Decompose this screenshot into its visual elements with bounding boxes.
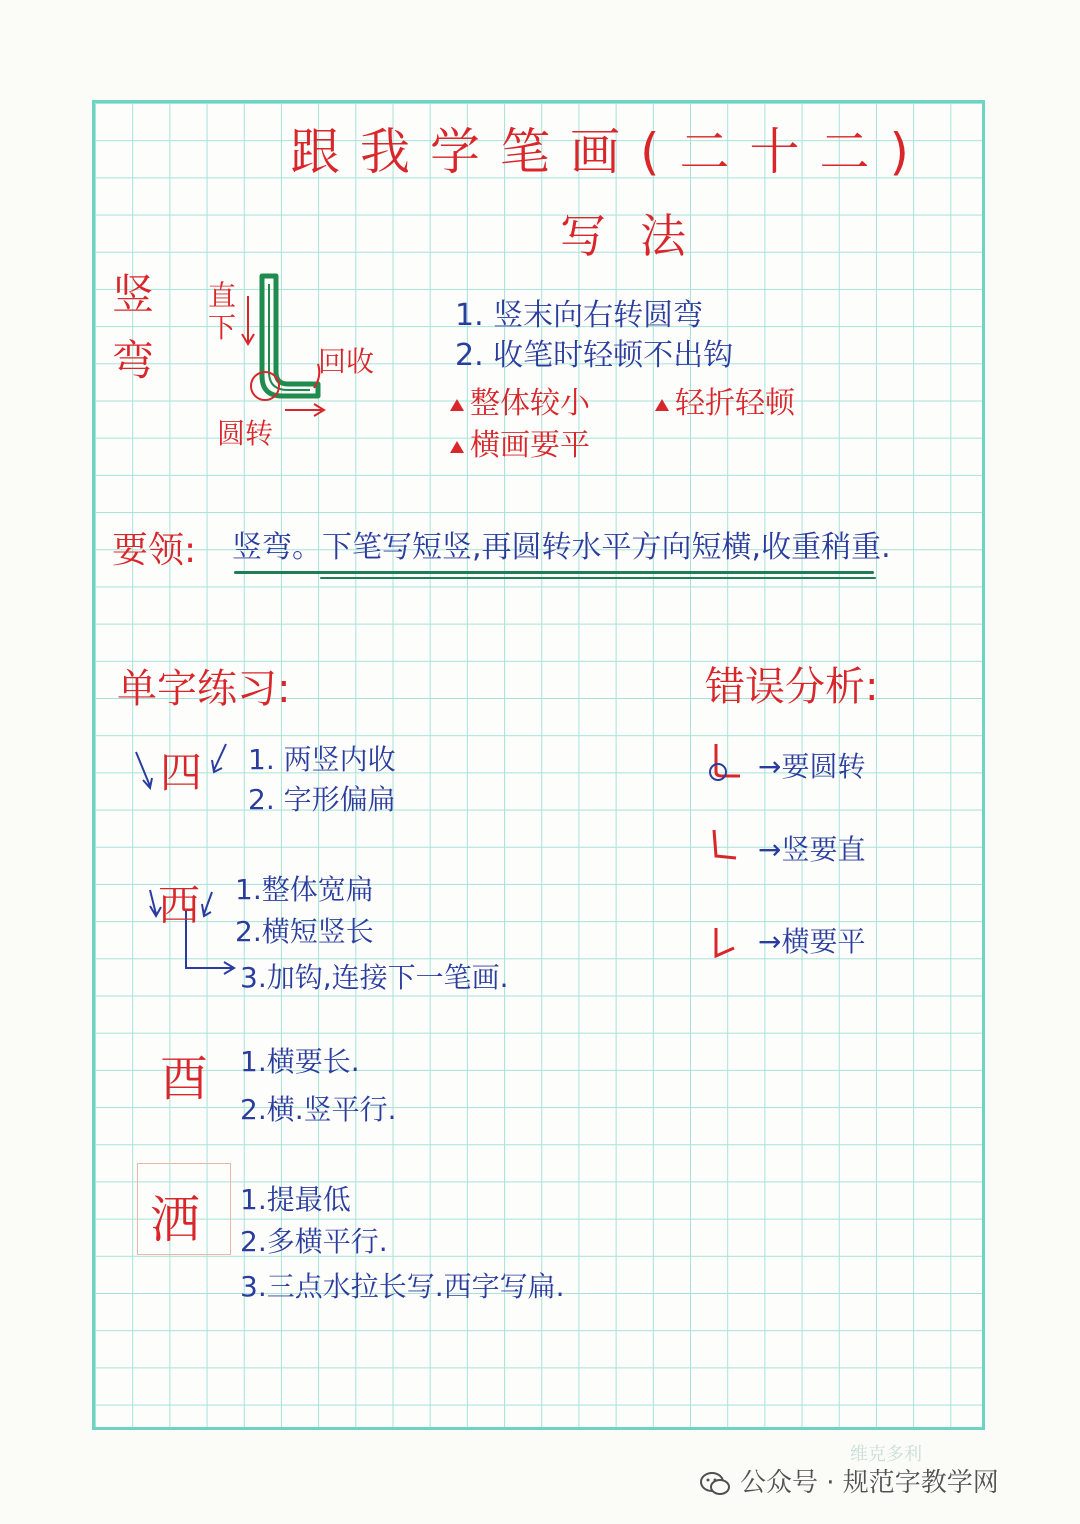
watermark: 维克多利	[850, 1444, 922, 1465]
char-note: 1.横要长.	[240, 1045, 360, 1078]
triangle-icon	[655, 399, 669, 411]
single-char-heading: 单字练习:	[117, 666, 291, 712]
key-points-text: 竖弯。下笔写短竖,再圆转水平方向短横,收重稍重.	[232, 530, 891, 565]
note-3: 横画要平	[450, 420, 590, 464]
underline	[234, 571, 874, 574]
arrow-xi-right-icon	[202, 892, 212, 916]
triangle-icon	[450, 399, 464, 411]
char-note: 2.横.竖平行.	[240, 1093, 397, 1126]
label-round-turn: 圆转	[217, 417, 274, 450]
error-circle-icon	[710, 764, 726, 780]
footer-source: 公众号 · 规范字教学网	[700, 1462, 999, 1499]
error-item-1: →要圆转	[758, 750, 866, 783]
practice-char-xi: 西	[158, 881, 201, 930]
point-1: 1. 竖末向右转圆弯	[455, 298, 704, 333]
error-item-3: →横要平	[758, 925, 866, 958]
page-subtitle: 写法	[560, 209, 720, 263]
error-mark-1-icon	[716, 744, 740, 776]
underline	[320, 577, 876, 579]
arrow-si-left-icon	[136, 752, 152, 788]
key-points-label: 要领:	[112, 530, 197, 571]
error-analysis-heading: 错误分析:	[705, 664, 879, 710]
arrow-down-icon	[242, 296, 254, 344]
practice-char-sa: 洒	[150, 1191, 200, 1249]
char-note: 2. 字形偏扁	[248, 783, 396, 816]
point-2: 2. 收笔时轻顿不出钩	[455, 338, 734, 373]
practice-char-si: 四	[160, 748, 203, 797]
error-item-2: →竖要直	[758, 833, 866, 866]
arrow-si-right-icon	[212, 744, 226, 772]
char-note: 1. 两竖内收	[248, 743, 396, 776]
error-mark-3-icon	[716, 928, 734, 956]
char-note: 3.三点水拉长写.西字写扁.	[240, 1270, 565, 1303]
page-title: 跟我学笔画(二十二)	[290, 123, 930, 181]
arrow-right-icon	[285, 404, 324, 416]
label-straight-down: 直下	[208, 279, 237, 344]
note-2: 轻折轻顿	[655, 378, 795, 422]
stroke-name: 竖弯	[112, 270, 155, 385]
practice-char-you: 酉	[160, 1051, 209, 1107]
error-mark-2-icon	[714, 830, 736, 858]
char-note: 2.横短竖长	[235, 915, 374, 948]
char-note: 3.加钩,连接下一笔画.	[240, 961, 509, 994]
char-note: 2.多横平行.	[240, 1225, 388, 1258]
char-note: 1.整体宽扁	[235, 873, 374, 906]
wechat-icon	[700, 1471, 730, 1497]
triangle-icon	[450, 441, 464, 453]
char-note: 1.提最低	[240, 1183, 351, 1216]
note-1: 整体较小	[450, 378, 590, 422]
label-return: 回收	[318, 345, 375, 378]
